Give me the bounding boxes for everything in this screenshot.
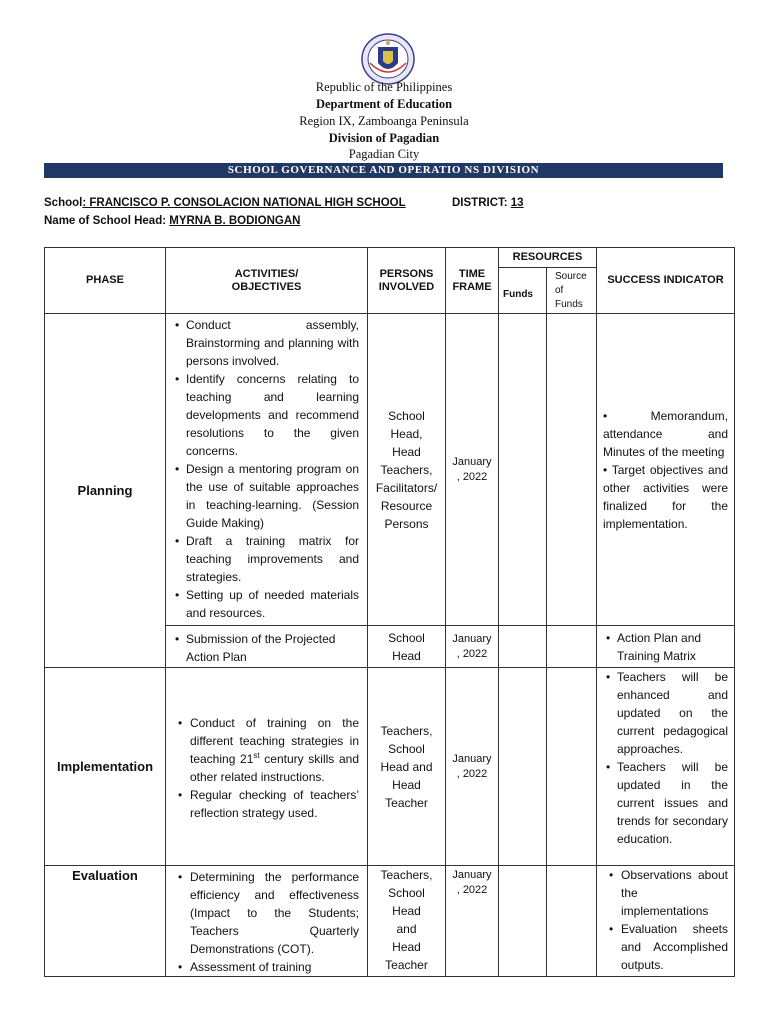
- school-head-label: Name of School Head:: [44, 215, 170, 227]
- school-head-line: [44, 214, 300, 228]
- time-line: January: [452, 632, 492, 645]
- time-line: January: [452, 455, 492, 468]
- planning-source: [547, 314, 597, 626]
- person-line: Head: [392, 777, 421, 792]
- school-name: : FRANCISCO P. CONSOLACION NATIONAL HIGH SCHOOL: [82, 197, 406, 209]
- person-line: Teachers,: [380, 868, 433, 882]
- submission-persons: [368, 626, 446, 668]
- planning-activities: [166, 314, 368, 626]
- person-line: Head: [392, 940, 421, 954]
- evaluation-time: [446, 866, 499, 977]
- person-line: School: [388, 630, 425, 645]
- source-header-line2: of: [555, 284, 564, 296]
- deped-seal-icon: [356, 33, 420, 85]
- person-line: Head and: [380, 759, 433, 774]
- person-line: School: [388, 741, 425, 756]
- implementation-time: [446, 668, 499, 866]
- submission-success: [597, 626, 735, 668]
- planning-success: [597, 314, 735, 626]
- col-success-header: SUCCESS INDICATOR: [597, 248, 735, 314]
- person-line: Teachers,: [380, 723, 433, 738]
- list-item: • Draft a training matrix for teaching improvements and strategies.: [170, 532, 359, 586]
- activities-header-line1: ACTIVITIES/: [234, 267, 299, 280]
- activities-header-line2: OBJECTIVES: [231, 280, 302, 293]
- person-line: Head: [392, 648, 421, 663]
- division-banner: SCHOOL GOVERNANCE AND OPERATIO NS DIVISION: [44, 163, 723, 178]
- person-line: Head,: [390, 426, 423, 441]
- col-phase-header: PHASE: [45, 248, 166, 314]
- time-line: , 2022: [456, 647, 488, 660]
- time-line: , 2022: [456, 767, 488, 780]
- person-line: Head: [392, 904, 421, 918]
- list-item: • Conduct of training on the different teaching strategies in teaching 21st century skills and other related instructions.: [170, 714, 359, 786]
- evaluation-source: [547, 866, 597, 977]
- submission-time: [446, 626, 499, 668]
- col-source-header: [547, 268, 597, 314]
- person-line: and: [396, 922, 417, 936]
- time-line: January: [452, 869, 492, 881]
- col-time-header: [446, 248, 499, 314]
- list-item: • Action Plan and Training Matrix: [601, 629, 728, 665]
- header-department: Department of Education: [315, 97, 453, 111]
- list-item: • Evaluation sheets and Accomplished outputs.: [601, 920, 728, 974]
- phase-planning: Planning: [45, 314, 166, 668]
- persons-header-line2: INVOLVED: [378, 280, 435, 293]
- person-line: Teacher: [385, 958, 428, 972]
- time-line: , 2022: [456, 884, 488, 896]
- table-row-evaluation: [45, 866, 735, 977]
- person-line: Teacher: [385, 795, 428, 810]
- person-line: School: [388, 886, 425, 900]
- header-region: Region IX, Zamboanga Peninsula: [299, 114, 469, 128]
- implementation-source: [547, 668, 597, 866]
- list-item: • Determining the performance efficiency and effectiveness (Impact to the Students; Teachers Quarterly Demonstrations (COT).: [170, 868, 359, 958]
- list-item: • Regular checking of teachers’ reflection strategy used.: [170, 786, 359, 822]
- persons-header-line1: PERSONS: [379, 267, 434, 280]
- phase-evaluation: Evaluation: [45, 866, 166, 977]
- submission-source: [547, 626, 597, 668]
- header-division: Division of Pagadian: [328, 131, 440, 145]
- action-plan-table: [44, 247, 735, 977]
- person-line: Head: [392, 444, 421, 459]
- implementation-funds: [499, 668, 547, 866]
- district-line: [452, 196, 524, 210]
- list-item: • Observations about the implementations: [601, 866, 728, 920]
- time-header-line1: TIME: [458, 267, 486, 280]
- list-item: • Identify concerns relating to teaching and learning developments and recommend resolutions to the given concerns.: [170, 370, 359, 460]
- source-header-line1: Source: [555, 270, 587, 282]
- list-item: • Design a mentoring program on the use of suitable approaches in teaching-learning. (Session Guide Making): [170, 460, 359, 532]
- submission-activity: [166, 626, 368, 668]
- table-row-planning: [45, 314, 735, 626]
- person-line: Persons: [384, 516, 429, 531]
- list-item: • Setting up of needed materials and resources.: [170, 586, 359, 622]
- evaluation-funds: [499, 866, 547, 977]
- header-row-1: [45, 248, 735, 268]
- col-activities-header: [166, 248, 368, 314]
- list-item: • Teachers will be updated in the current issues and trends for secondary education.: [601, 758, 728, 848]
- header-city: Pagadian City: [348, 147, 420, 161]
- list-item: • Teachers will be enhanced and updated on the current pedagogical approaches.: [601, 668, 728, 758]
- success-item: • Target objectives and other activities were finalized for the implementation.: [603, 462, 728, 531]
- person-line: Facilitators/: [375, 480, 438, 495]
- person-line: Teachers,: [380, 462, 433, 477]
- success-item: • Memorandum, attendance and Minutes of the meeting: [603, 408, 728, 459]
- evaluation-activities: [166, 866, 368, 977]
- person-line: Resource: [380, 498, 433, 513]
- time-line: January: [452, 752, 492, 765]
- school-head-name: MYRNA B. BODIONGAN: [169, 215, 301, 227]
- time-line: , 2022: [456, 470, 488, 483]
- planning-time: [446, 314, 499, 626]
- list-item: • Conduct assembly, Brainstorming and planning with persons involved.: [170, 316, 359, 370]
- planning-funds: [499, 314, 547, 626]
- school-line: [44, 196, 406, 210]
- implementation-success: [597, 668, 735, 866]
- source-header-line3: Funds: [555, 298, 583, 310]
- col-resources-header: RESOURCES: [499, 248, 597, 268]
- person-line: School: [388, 408, 425, 423]
- col-funds-header: Funds: [499, 268, 547, 314]
- time-header-line2: FRAME: [452, 280, 492, 293]
- implementation-activities: [166, 668, 368, 866]
- table-row-implementation: [45, 668, 735, 866]
- implementation-persons: [368, 668, 446, 866]
- planning-persons: [368, 314, 446, 626]
- list-item: • Assessment of training: [170, 958, 359, 976]
- school-label: School: [44, 197, 83, 209]
- evaluation-persons: [368, 866, 446, 977]
- district-value: 13: [510, 197, 524, 209]
- district-label: DISTRICT:: [452, 197, 511, 209]
- col-persons-header: [368, 248, 446, 314]
- list-item: • Submission of the Projected Action Plan: [170, 630, 359, 666]
- submission-funds: [499, 626, 547, 668]
- header-republic: Republic of the Philippines: [315, 80, 453, 94]
- phase-implementation: Implementation: [45, 668, 166, 866]
- evaluation-success: [597, 866, 735, 977]
